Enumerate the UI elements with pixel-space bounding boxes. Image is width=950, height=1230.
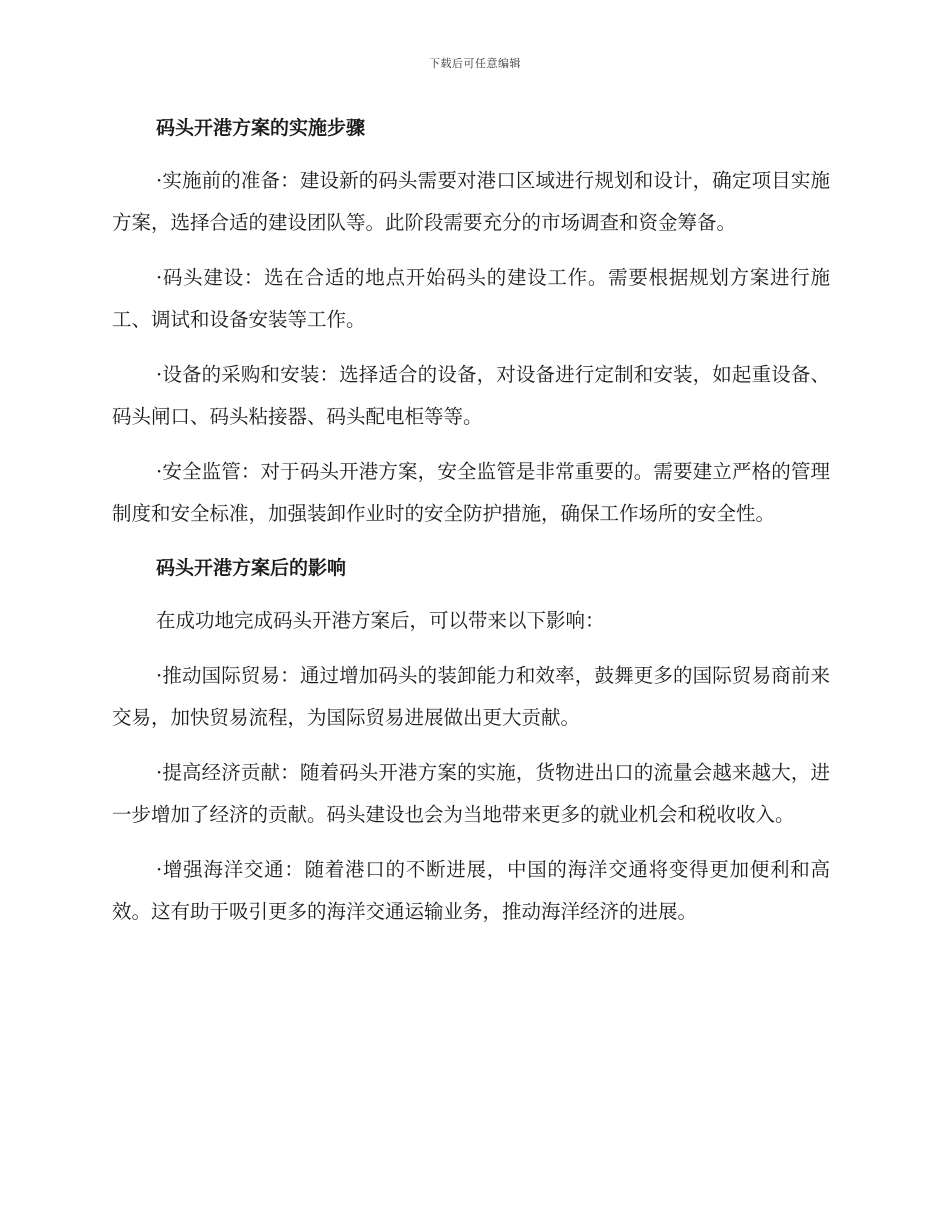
page-header: 下载后可任意编辑 [429,57,521,70]
paragraph-trade: ·推动国际贸易：通过增加码头的装卸能力和效率，鼓舞更多的国际贸易商前来交易，加快贸易流程，为国际贸易进展做出更大贡献。 [112,664,830,729]
section-heading-implementation-steps: 码头开港方案的实施步骤 [156,117,366,139]
paragraph-equipment: ·设备的采购和安装：选择适合的设备，对设备进行定制和安装，如起重设备、码头闸口、码头粘接器、码头配电柜等等。 [112,363,830,428]
paragraph-construction: ·码头建设：选在合适的地点开始码头的建设工作。需要根据规划方案进行施工、调试和设备安装等工作。 [112,266,830,331]
paragraph-economy: ·提高经济贡献：随着码头开港方案的实施，货物进出口的流量会越来越大，进一步增加了经济的贡献。码头建设也会为当地带来更多的就业机会和税收收入。 [112,761,830,826]
paragraph-preparation: ·实施前的准备：建设新的码头需要对港口区域进行规划和设计，确定项目实施方案，选择合适的建设团队等。此阶段需要充分的市场调查和资金筹备。 [112,169,830,234]
paragraph-impact-intro: 在成功地完成码头开港方案后，可以带来以下影响： [156,609,605,632]
paragraph-maritime: ·增强海洋交通：随着港口的不断进展，中国的海洋交通将变得更加便利和高效。这有助于吸引更多的海洋交通运输业务，推动海洋经济的进展。 [112,858,830,923]
document-body [112,108,830,933]
section-heading-impact: 码头开港方案后的影响 [156,557,347,579]
paragraph-safety: ·安全监管：对于码头开港方案，安全监管是非常重要的。需要建立严格的管理制度和安全标准，加强装卸作业时的安全防护措施，确保工作场所的安全性。 [112,460,830,525]
